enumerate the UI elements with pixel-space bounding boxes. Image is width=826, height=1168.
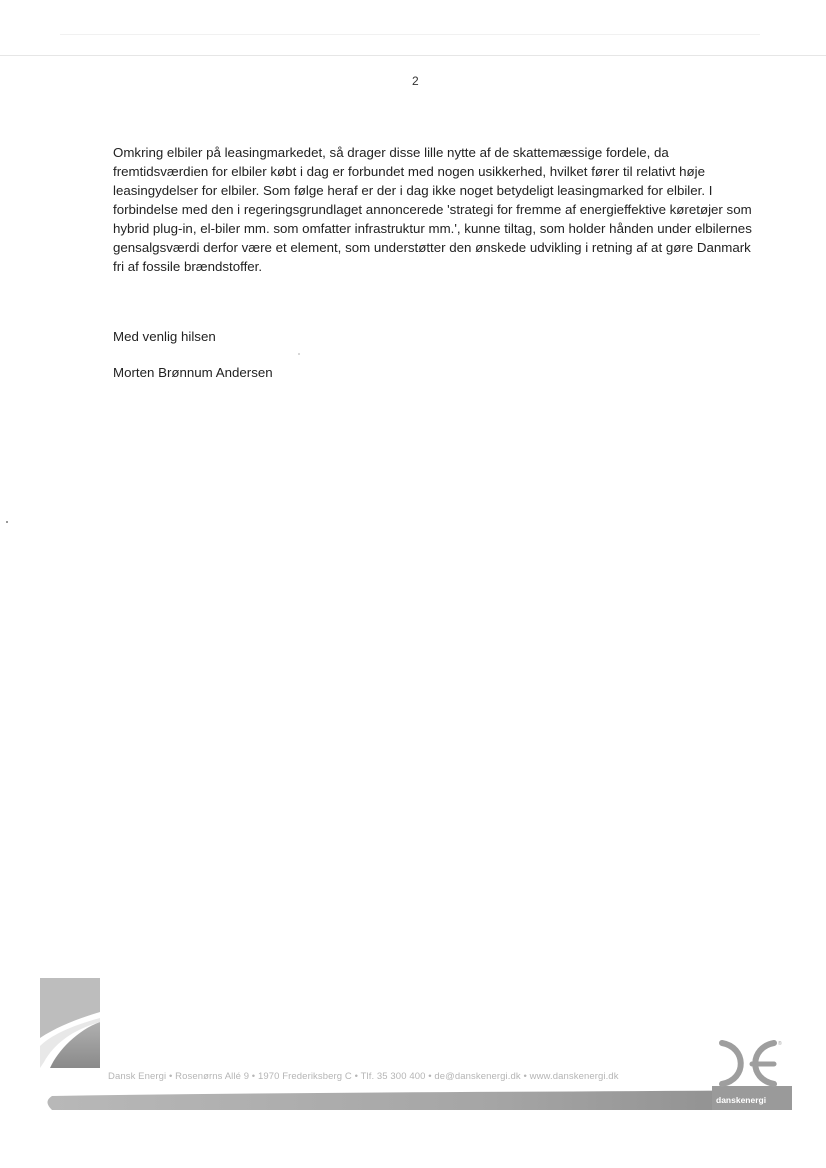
scan-speck bbox=[298, 353, 300, 355]
closing-salutation: Med venlig hilsen bbox=[113, 329, 216, 344]
footer-bar bbox=[48, 1090, 791, 1110]
danskenergi-logo-icon bbox=[722, 1043, 774, 1084]
svg-text:®: ® bbox=[778, 1041, 782, 1047]
scan-speck bbox=[6, 521, 8, 523]
signature-name: Morten Brønnum Andersen bbox=[113, 365, 273, 380]
brand-mark-graphic bbox=[40, 978, 100, 1068]
footer-contact-line: Dansk Energi • Rosenørns Allé 9 • 1970 Frederiksberg C • Tlf. 35 300 400 • de@danskenergi.dk • www.danskenergi.dk bbox=[108, 1071, 619, 1082]
body-paragraph: Omkring elbiler på leasingmarkedet, så drager disse lille nytte af de skattemæssige fordele, da fremtidsværdien for elbiler købt i dag er forbundet med nogen usikkerhed, hvilket fører til relativt høje leasingydelser for elbiler. Som følge heraf er der i dag ikke noget betydeligt leasingmarked for elbiler. I forbindelse med den i regeringsgrundlaget annoncerede 'strategi for fremme af energieffektive køretøjer som hybrid plug-in, el-biler mm. som omfatter infrastruktur mm.', kunne tiltag, som holder hånden under elbilernes gensalgsværdi derfor være et element, som understøtter den ønskede udvikling i retning af at gøre Danmark fri af fossile brændstoffer. bbox=[113, 145, 752, 274]
brand-name: danskenergi bbox=[716, 1095, 767, 1105]
page-number: 2 bbox=[412, 74, 419, 88]
